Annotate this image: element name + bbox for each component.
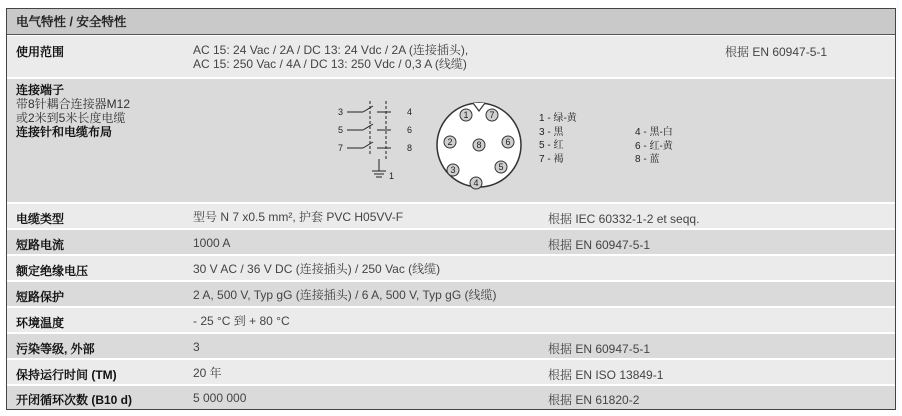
contact-schematic bbox=[337, 97, 417, 193]
schematic-pin-8: 8 bbox=[407, 143, 413, 153]
table-row bbox=[7, 256, 895, 281]
connector-pin-5: 5 bbox=[498, 162, 504, 172]
connection-label: 连接端子 bbox=[16, 83, 65, 97]
row-standard: 根据 EN 60947-5-1 bbox=[548, 342, 651, 356]
row-label: 短路电流 bbox=[16, 238, 65, 252]
connector-pin-4: 4 bbox=[473, 178, 479, 188]
row-value: 30 V AC / 36 V DC (连接插头) / 250 Vac (线缆) bbox=[193, 262, 441, 276]
row-standard: 根据 EN 60947-5-1 bbox=[725, 45, 828, 59]
connection-sub1: 带8针耦合连接器M12 bbox=[16, 97, 131, 111]
schematic-pin-4: 4 bbox=[407, 107, 413, 117]
connector-pin-3: 3 bbox=[450, 165, 456, 175]
row-value-line2: AC 15: 250 Vac / 4A / DC 13: 250 Vdc / 0,3 A (线缆) bbox=[193, 57, 467, 71]
pin-color-item: 1 - 绿-黄 bbox=[539, 113, 577, 124]
row-label: 额定绝缘电压 bbox=[16, 264, 89, 278]
schematic-pin-3: 3 bbox=[338, 107, 344, 117]
connection-label2: 连接针和电缆布局 bbox=[16, 125, 113, 139]
row-value: 2 A, 500 V, Typ gG (连接插头) / 6 A, 500 V, Typ gG (线缆) bbox=[193, 288, 497, 302]
pin-color-item: 6 - 红-黄 bbox=[635, 140, 673, 152]
pin-color-item: 3 - 黑 bbox=[539, 126, 564, 138]
row-value-line1: AC 15: 24 Vac / 2A / DC 13: 24 Vdc / 2A (连接插头), bbox=[193, 43, 469, 57]
connector-pin-8: 8 bbox=[476, 140, 482, 150]
pin-color-list-left bbox=[539, 112, 577, 166]
schematic-pin-1: 1 bbox=[389, 171, 395, 181]
row-label: 环境温度 bbox=[16, 316, 65, 330]
table-row bbox=[7, 230, 895, 255]
table-row bbox=[7, 204, 895, 229]
table-row bbox=[7, 334, 895, 359]
schematic-pin-6: 6 bbox=[407, 125, 413, 135]
pin-color-item: 8 - 蓝 bbox=[635, 154, 660, 165]
row-value: 3 bbox=[193, 340, 200, 354]
connector-pin-7: 7 bbox=[489, 110, 495, 120]
connector-pin-2: 2 bbox=[447, 137, 453, 147]
row-label: 使用范围 bbox=[16, 45, 65, 59]
row-value: - 25 °C 到 + 80 °C bbox=[193, 314, 290, 328]
connector-pin-6: 6 bbox=[505, 137, 511, 147]
pin-color-item: 4 - 黑-白 bbox=[635, 127, 673, 138]
row-label: 保持运行时间 (TM) bbox=[16, 368, 117, 382]
row-standard: 根据 EN 61820-2 bbox=[548, 393, 640, 407]
connector-pin-1: 1 bbox=[463, 110, 469, 120]
row-standard: 根据 IEC 60332-1-2 et seqq. bbox=[548, 212, 700, 226]
m12-connector-face bbox=[433, 99, 525, 191]
pin-color-item: 7 - 褐 bbox=[539, 153, 564, 165]
pin-color-list-right bbox=[635, 126, 673, 167]
pin-color-item: 5 - 红 bbox=[539, 140, 564, 151]
connection-sub2: 或2米到5米长度电缆 bbox=[16, 111, 126, 125]
row-value: 1000 A bbox=[193, 236, 231, 250]
row-label: 开闭循环次数 (B10 d) bbox=[16, 393, 133, 407]
row-label: 电缆类型 bbox=[16, 212, 65, 226]
schematic-pin-5: 5 bbox=[338, 125, 344, 135]
table-row-connection bbox=[7, 79, 895, 203]
electrical-safety-table bbox=[6, 8, 896, 410]
row-standard: 根据 EN ISO 13849-1 bbox=[548, 368, 664, 382]
table-row bbox=[7, 386, 895, 409]
row-standard: 根据 EN 60947-5-1 bbox=[548, 238, 651, 252]
table-title: 电气特性 / 安全特性 bbox=[7, 9, 895, 35]
schematic-pin-7: 7 bbox=[338, 143, 344, 153]
table-row bbox=[7, 360, 895, 385]
row-value: 20 年 bbox=[193, 366, 222, 380]
row-label: 短路保护 bbox=[16, 290, 65, 304]
table-row bbox=[7, 282, 895, 307]
table-row-usage bbox=[7, 36, 895, 78]
row-value: 型号 N 7 x0.5 mm², 护套 PVC H05VV-F bbox=[193, 210, 404, 224]
row-value: 5 000 000 bbox=[193, 391, 247, 405]
table-row bbox=[7, 308, 895, 333]
connection-label-block bbox=[16, 83, 130, 139]
row-label: 污染等级, 外部 bbox=[16, 342, 95, 356]
